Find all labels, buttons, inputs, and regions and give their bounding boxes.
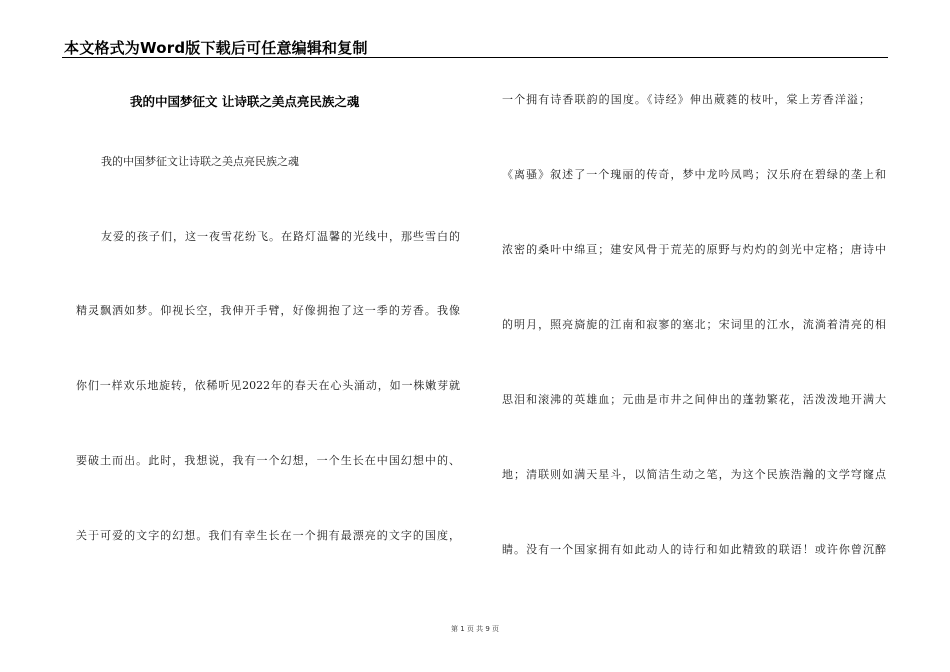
header-divider [62,57,888,58]
right-line-2: 《离骚》叙述了一个瑰丽的传奇，梦中龙吟凤鸣；汉乐府在碧绿的垄上和 [502,168,886,181]
left-line-4: 你们一样欢乐地旋转，依稀听见2022年的春天在心头涌动，如一株嫩芽就 [76,379,460,392]
right-line-7: 睛。没有一个国家拥有如此动人的诗行和如此精致的联语！或许你曾沉醉 [502,543,886,556]
left-line-6: 关于可爱的文字的幻想。我们有幸生长在一个拥有最漂亮的文字的国度， [76,529,460,542]
page-header: 本文格式为Word版下载后可任意编辑和复制 [64,39,368,57]
left-line-3: 精灵飘洒如梦。仰视长空，我伸开手臂，好像拥抱了这一季的芳香。我像 [76,304,460,317]
right-line-6: 地；清联则如满天星斗，以简洁生动之笔，为这个民族浩瀚的文学穹窿点 [502,468,886,481]
right-line-5: 思泪和滚沸的英雄血；元曲是市井之间伸出的蓬勃繁花，活泼泼地开满大 [502,393,886,406]
right-line-4: 的明月，照亮旖旎的江南和寂寥的塞北；宋词里的江水，流淌着清亮的相 [502,318,886,331]
page-number-footer: 第 1 页 共 9 页 [450,625,500,633]
left-line-1: 我的中国梦征文让诗联之美点亮民族之魂 [101,155,299,168]
document-title: 我的中国梦征文 让诗联之美点亮民族之魂 [130,94,360,109]
left-line-5: 要破土而出。此时，我想说，我有一个幻想，一个生长在中国幻想中的、 [76,454,460,467]
left-line-2: 友爱的孩子们，这一夜雪花纷飞。在路灯温馨的光线中，那些雪白的 [101,230,460,243]
right-line-3: 浓密的桑叶中绵亘；建安风骨于荒芜的原野与灼灼的剑光中定格；唐诗中 [502,243,886,256]
right-line-1: 一个拥有诗香联韵的国度。《诗经》伸出葳蕤的枝叶，棠上芳香洋溢； [502,93,870,106]
